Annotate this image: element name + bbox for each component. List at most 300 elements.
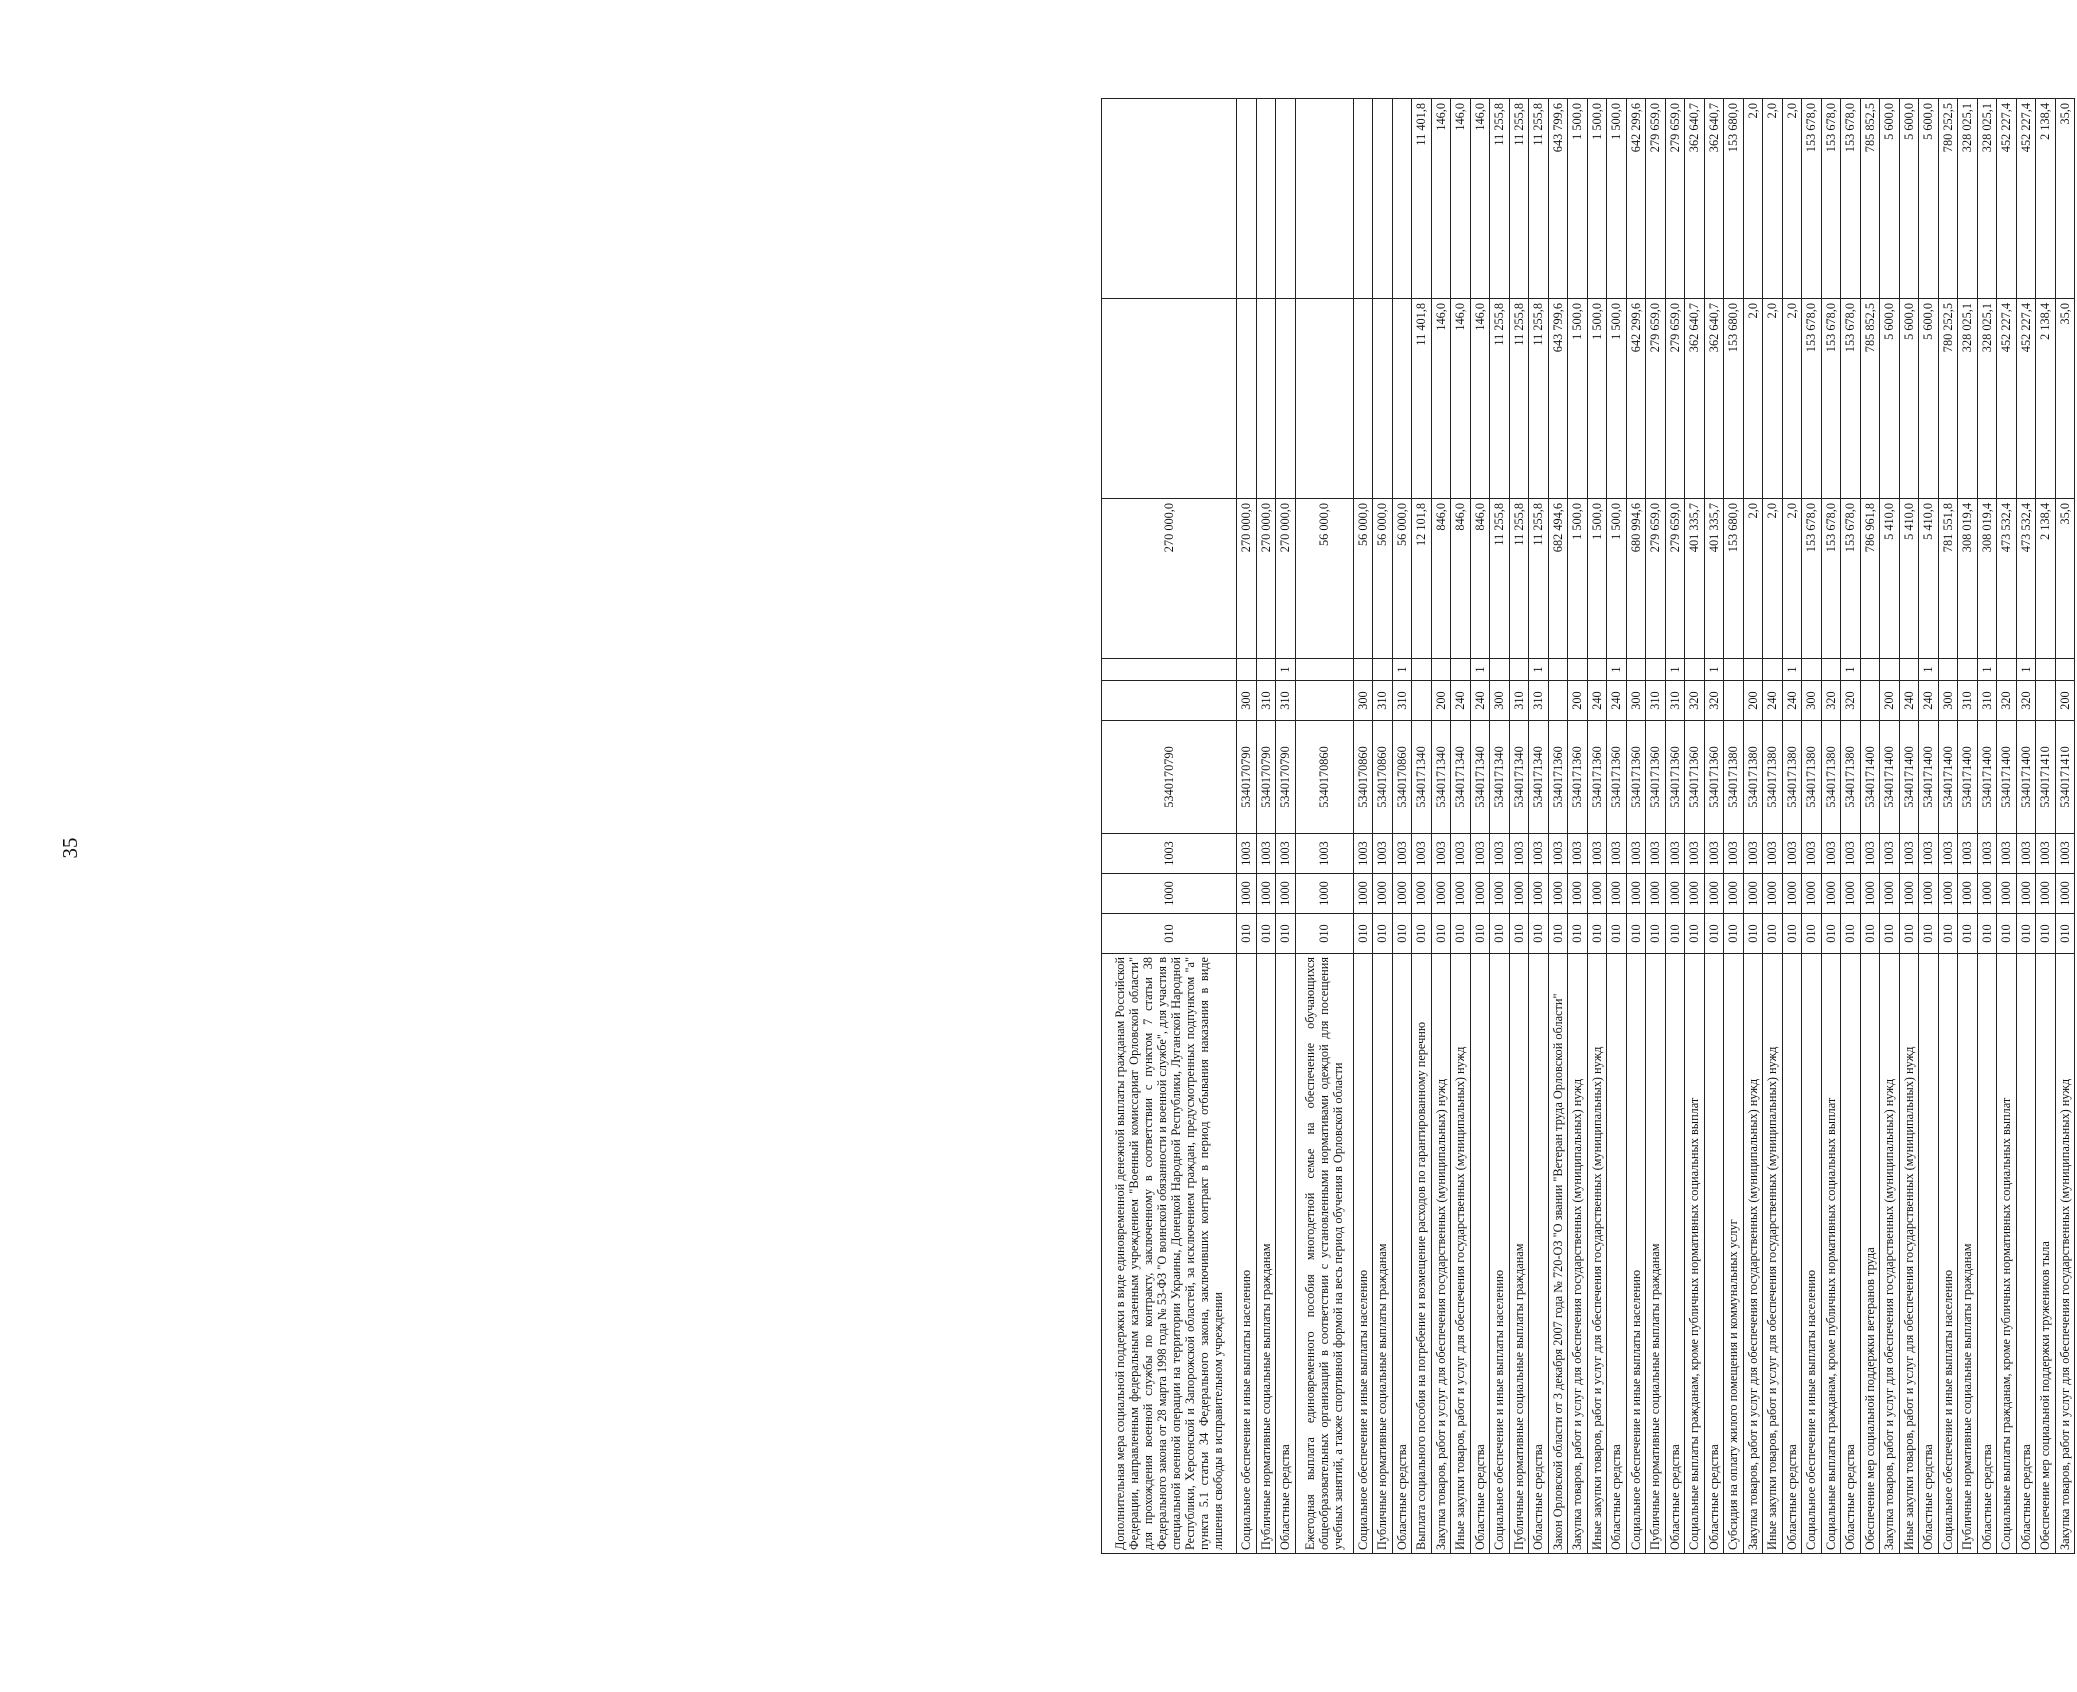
table-row [1451, 99, 1471, 1554]
amount-year-2: 362 640,7 [1704, 299, 1724, 499]
amount-year-2: 780 252,5 [1938, 299, 1958, 499]
section-code: 1000 [1548, 874, 1568, 914]
table-row [1841, 99, 1861, 1554]
admin-code: 010 [2036, 914, 2056, 954]
amount-total: 2 138,4 [2036, 499, 2056, 659]
row-description: Иные закупки товаров, работ и услуг для обеспечения государственных (муниципальных) нужд [1899, 954, 1919, 1554]
amount-year-3: 11 255,8 [1509, 99, 1529, 299]
amount-year-2: 328 025,1 [1977, 299, 1997, 499]
amount-total: 270 000,0 [1276, 499, 1296, 659]
admin-code: 010 [1353, 914, 1373, 954]
admin-code: 010 [1412, 914, 1432, 954]
amount-year-2: 153 678,0 [1802, 299, 1822, 499]
expense-type-code: 240 [1451, 681, 1471, 721]
row-description: Областные средства [1392, 954, 1412, 1554]
section-code: 1000 [1724, 874, 1744, 914]
row-description: Публичные нормативные социальные выплаты гражданам [1373, 954, 1393, 1554]
subsection-code: 1003 [1665, 834, 1685, 874]
target-code: 5340171410 [2055, 721, 2075, 834]
section-code: 1000 [1977, 874, 1997, 914]
source-mark [1724, 659, 1744, 681]
table-row [1102, 99, 1237, 1554]
amount-total: 473 532,4 [2016, 499, 2036, 659]
amount-year-3: 146,0 [1451, 99, 1471, 299]
table-body [1102, 99, 2075, 1554]
table-row [1685, 99, 1705, 1554]
subsection-code: 1003 [1626, 834, 1646, 874]
expense-type-code: 200 [1568, 681, 1588, 721]
row-description: Социальное обеспечение и иные выплаты населению [1938, 954, 1958, 1554]
source-mark [1295, 659, 1353, 681]
admin-code: 010 [1802, 914, 1822, 954]
admin-code: 010 [1685, 914, 1705, 954]
target-code: 5340171360 [1646, 721, 1666, 834]
amount-year-2: 2,0 [1782, 299, 1802, 499]
subsection-code: 1003 [1353, 834, 1373, 874]
expense-type-code: 310 [1509, 681, 1529, 721]
section-code: 1000 [1392, 874, 1412, 914]
row-description: Областные средства [1782, 954, 1802, 1554]
expense-type-code: 200 [1880, 681, 1900, 721]
subsection-code: 1003 [1646, 834, 1666, 874]
subsection-code: 1003 [1938, 834, 1958, 874]
section-code: 1000 [1431, 874, 1451, 914]
amount-year-3: 642 299,6 [1626, 99, 1646, 299]
expense-type-code: 310 [1373, 681, 1393, 721]
row-description: Публичные нормативные социальные выплаты гражданам [1646, 954, 1666, 1554]
budget-table [1101, 98, 2075, 1554]
amount-year-2: 11 255,8 [1529, 299, 1549, 499]
subsection-code: 1003 [1724, 834, 1744, 874]
target-code: 5340170860 [1353, 721, 1373, 834]
source-mark [1685, 659, 1705, 681]
amount-year-2 [1295, 299, 1353, 499]
table-row [1899, 99, 1919, 1554]
table-row [1490, 99, 1510, 1554]
table-row [1665, 99, 1685, 1554]
source-mark [1880, 659, 1900, 681]
subsection-code: 1003 [1509, 834, 1529, 874]
amount-year-3: 785 852,5 [1860, 99, 1880, 299]
row-description: Социальные выплаты гражданам, кроме публичных нормативных социальных выплат [1997, 954, 2017, 1554]
target-code: 5340171400 [1919, 721, 1939, 834]
section-code: 1000 [1821, 874, 1841, 914]
expense-type-code: 240 [1782, 681, 1802, 721]
table-row [1821, 99, 1841, 1554]
section-code: 1000 [1743, 874, 1763, 914]
subsection-code: 1003 [1763, 834, 1783, 874]
amount-year-2: 5 600,0 [1919, 299, 1939, 499]
table-row [1509, 99, 1529, 1554]
section-code: 1000 [1295, 874, 1353, 914]
amount-year-3: 146,0 [1470, 99, 1490, 299]
amount-year-3: 452 227,4 [2016, 99, 2036, 299]
amount-year-3: 153 678,0 [1821, 99, 1841, 299]
table-row [2055, 99, 2075, 1554]
row-description: Закупка товаров, работ и услуг для обеспечения государственных (муниципальных) нужд [1431, 954, 1451, 1554]
expense-type-code: 320 [1841, 681, 1861, 721]
target-code: 5340171400 [1880, 721, 1900, 834]
subsection-code: 1003 [1860, 834, 1880, 874]
amount-year-2: 785 852,5 [1860, 299, 1880, 499]
admin-code: 010 [1763, 914, 1783, 954]
row-description: Обеспечение мер социальной поддержки ветеранов труда [1860, 954, 1880, 1554]
source-mark [1102, 659, 1237, 681]
target-code: 5340171400 [1977, 721, 1997, 834]
expense-type-code [1860, 681, 1880, 721]
page-number: 35 [58, 837, 82, 859]
source-mark: 1 [1529, 659, 1549, 681]
amount-year-3: 643 799,6 [1548, 99, 1568, 299]
source-mark: 1 [1782, 659, 1802, 681]
subsection-code: 1003 [1841, 834, 1861, 874]
admin-code: 010 [1743, 914, 1763, 954]
amount-total: 279 659,0 [1646, 499, 1666, 659]
source-mark [1802, 659, 1822, 681]
amount-year-2 [1102, 299, 1237, 499]
target-code: 5340171360 [1626, 721, 1646, 834]
source-mark: 1 [1392, 659, 1412, 681]
row-description: Иные закупки товаров, работ и услуг для обеспечения государственных (муниципальных) нужд [1763, 954, 1783, 1554]
amount-total: 153 678,0 [1841, 499, 1861, 659]
expense-type-code: 240 [1919, 681, 1939, 721]
admin-code: 010 [1431, 914, 1451, 954]
section-code: 1000 [1763, 874, 1783, 914]
section-code: 1000 [1665, 874, 1685, 914]
amount-total: 401 335,7 [1704, 499, 1724, 659]
amount-year-3: 153 678,0 [1802, 99, 1822, 299]
admin-code: 010 [1451, 914, 1471, 954]
row-description: Социальное обеспечение и иные выплаты населению [1490, 954, 1510, 1554]
table-row [1626, 99, 1646, 1554]
subsection-code: 1003 [1802, 834, 1822, 874]
expense-type-code: 310 [1977, 681, 1997, 721]
admin-code: 010 [1665, 914, 1685, 954]
amount-year-3: 5 600,0 [1899, 99, 1919, 299]
amount-year-2 [1392, 299, 1412, 499]
table-row [1431, 99, 1451, 1554]
amount-year-3: 5 600,0 [1880, 99, 1900, 299]
amount-total: 1 500,0 [1568, 499, 1588, 659]
expense-type-code: 320 [1685, 681, 1705, 721]
amount-total: 680 994,6 [1626, 499, 1646, 659]
admin-code: 010 [1782, 914, 1802, 954]
target-code: 5340171340 [1451, 721, 1471, 834]
table-row [1919, 99, 1939, 1554]
expense-type-code: 320 [1704, 681, 1724, 721]
row-description: Областные средства [1276, 954, 1296, 1554]
admin-code: 010 [1509, 914, 1529, 954]
table-row [1958, 99, 1978, 1554]
target-code: 5340171380 [1821, 721, 1841, 834]
admin-code: 010 [1607, 914, 1627, 954]
target-code: 5340171340 [1470, 721, 1490, 834]
target-code: 5340171360 [1607, 721, 1627, 834]
source-mark [1860, 659, 1880, 681]
admin-code: 010 [1568, 914, 1588, 954]
admin-code: 010 [1919, 914, 1939, 954]
subsection-code: 1003 [1470, 834, 1490, 874]
expense-type-code [2036, 681, 2056, 721]
subsection-code: 1003 [1899, 834, 1919, 874]
subsection-code: 1003 [1919, 834, 1939, 874]
source-mark: 1 [1276, 659, 1296, 681]
source-mark [1743, 659, 1763, 681]
table-row [1860, 99, 1880, 1554]
source-mark [1431, 659, 1451, 681]
admin-code: 010 [1373, 914, 1393, 954]
amount-year-3: 11 255,8 [1529, 99, 1549, 299]
table-row [1607, 99, 1627, 1554]
row-description: Областные средства [1704, 954, 1724, 1554]
expense-type-code [1295, 681, 1353, 721]
amount-total: 270 000,0 [1256, 499, 1276, 659]
expense-type-code: 300 [1938, 681, 1958, 721]
amount-year-3: 11 255,8 [1490, 99, 1510, 299]
source-mark: 1 [1841, 659, 1861, 681]
expense-type-code: 300 [1626, 681, 1646, 721]
amount-year-2: 35,0 [2055, 299, 2075, 499]
source-mark [1646, 659, 1666, 681]
amount-year-3: 362 640,7 [1685, 99, 1705, 299]
amount-total: 473 532,4 [1997, 499, 2017, 659]
row-description: Областные средства [1841, 954, 1861, 1554]
target-code: 5340171360 [1704, 721, 1724, 834]
table-row [1256, 99, 1276, 1554]
source-mark [1353, 659, 1373, 681]
amount-total: 1 500,0 [1607, 499, 1627, 659]
table-row [1743, 99, 1763, 1554]
row-description: Социальные выплаты гражданам, кроме публичных нормативных социальных выплат [1685, 954, 1705, 1554]
amount-total: 846,0 [1451, 499, 1471, 659]
subsection-code: 1003 [1958, 834, 1978, 874]
expense-type-code: 240 [1763, 681, 1783, 721]
amount-year-2: 362 640,7 [1685, 299, 1705, 499]
amount-year-3 [1256, 99, 1276, 299]
expense-type-code: 310 [1958, 681, 1978, 721]
admin-code: 010 [1490, 914, 1510, 954]
amount-year-3 [1237, 99, 1257, 299]
subsection-code: 1003 [1490, 834, 1510, 874]
section-code: 1000 [1626, 874, 1646, 914]
amount-year-2: 153 678,0 [1821, 299, 1841, 499]
amount-total: 786 961,8 [1860, 499, 1880, 659]
expense-type-code: 310 [1665, 681, 1685, 721]
amount-year-3: 153 680,0 [1724, 99, 1744, 299]
amount-total: 846,0 [1431, 499, 1451, 659]
section-code: 1000 [1841, 874, 1861, 914]
target-code: 5340171400 [2016, 721, 2036, 834]
target-code: 5340171340 [1412, 721, 1432, 834]
admin-code: 010 [2055, 914, 2075, 954]
expense-type-code: 300 [1353, 681, 1373, 721]
section-code: 1000 [1782, 874, 1802, 914]
source-mark [1763, 659, 1783, 681]
row-description: Выплата социального пособия на погребение и возмещение расходов по гарантированному перечню [1412, 954, 1432, 1554]
source-mark: 1 [1704, 659, 1724, 681]
section-code: 1000 [1412, 874, 1432, 914]
expense-type-code [1412, 681, 1432, 721]
amount-total: 56 000,0 [1373, 499, 1393, 659]
amount-total: 401 335,7 [1685, 499, 1705, 659]
admin-code: 010 [2016, 914, 2036, 954]
amount-year-2: 11 401,8 [1412, 299, 1432, 499]
subsection-code: 1003 [2055, 834, 2075, 874]
source-mark [1626, 659, 1646, 681]
admin-code: 010 [1548, 914, 1568, 954]
subsection-code: 1003 [1102, 834, 1237, 874]
admin-code: 010 [1470, 914, 1490, 954]
amount-year-3: 5 600,0 [1919, 99, 1939, 299]
target-code: 5340170860 [1373, 721, 1393, 834]
table-row [1470, 99, 1490, 1554]
amount-year-2: 1 500,0 [1587, 299, 1607, 499]
table-row [2036, 99, 2056, 1554]
amount-year-2 [1353, 299, 1373, 499]
amount-year-2: 5 600,0 [1880, 299, 1900, 499]
expense-type-code: 240 [1607, 681, 1627, 721]
row-description: Публичные нормативные социальные выплаты гражданам [1509, 954, 1529, 1554]
amount-total: 153 680,0 [1724, 499, 1744, 659]
admin-code: 010 [1880, 914, 1900, 954]
admin-code: 010 [1295, 914, 1353, 954]
source-mark [1958, 659, 1978, 681]
amount-year-3: 328 025,1 [1958, 99, 1978, 299]
expense-type-code: 200 [1743, 681, 1763, 721]
table-row [1529, 99, 1549, 1554]
amount-year-3: 2 138,4 [2036, 99, 2056, 299]
admin-code: 010 [1237, 914, 1257, 954]
section-code: 1000 [1509, 874, 1529, 914]
source-mark: 1 [2016, 659, 2036, 681]
admin-code: 010 [1821, 914, 1841, 954]
admin-code: 010 [1704, 914, 1724, 954]
expense-type-code: 310 [1646, 681, 1666, 721]
row-description: Закупка товаров, работ и услуг для обеспечения государственных (муниципальных) нужд [1880, 954, 1900, 1554]
amount-year-2: 146,0 [1431, 299, 1451, 499]
subsection-code: 1003 [1743, 834, 1763, 874]
row-description: Дополнительная мера социальной поддержки в виде единовременной денежной выплаты гражданам Российской Федерации, направленным федеральным казенным учреждением "Военный комиссариат Орловской области" для прохождения военной службы по контракту, заключенному в соответствии с пунктом 7 статьи 38 Федерального закона от 28 марта 1998 года № 53-ФЗ "О воинской обязанности и военной службе", для участия в специальной военной операции на территории Украины, Донецкой Народной Республики, Луганской Народной Республики, Херсонской и Запорожской областей, за исключением граждан, предусмотренных подпунктом "а" пункта 5.1 статьи 34 Федерального закона, заключивших контракт в период отбывания наказания в виде лишения свободы в исправительном учреждении [1102, 954, 1237, 1554]
table-row [1276, 99, 1296, 1554]
amount-total: 2,0 [1743, 499, 1763, 659]
amount-year-2: 11 255,8 [1509, 299, 1529, 499]
amount-year-2: 2,0 [1743, 299, 1763, 499]
subsection-code: 1003 [1568, 834, 1588, 874]
row-description: Областные средства [1607, 954, 1627, 1554]
amount-year-3: 2,0 [1743, 99, 1763, 299]
table-row [1938, 99, 1958, 1554]
admin-code: 010 [1256, 914, 1276, 954]
amount-year-3: 153 678,0 [1841, 99, 1861, 299]
amount-year-2: 1 500,0 [1607, 299, 1627, 499]
section-code: 1000 [2016, 874, 2036, 914]
source-mark [1899, 659, 1919, 681]
expense-type-code: 240 [1899, 681, 1919, 721]
amount-year-2: 642 299,6 [1626, 299, 1646, 499]
target-code: 5340171360 [1568, 721, 1588, 834]
amount-year-3 [1102, 99, 1237, 299]
subsection-code: 1003 [2036, 834, 2056, 874]
section-code: 1000 [1802, 874, 1822, 914]
amount-year-3: 328 025,1 [1977, 99, 1997, 299]
admin-code: 010 [1958, 914, 1978, 954]
row-description: Областные средства [2016, 954, 2036, 1554]
amount-total: 11 255,8 [1509, 499, 1529, 659]
source-mark [1568, 659, 1588, 681]
table-row [1802, 99, 1822, 1554]
section-code: 1000 [1880, 874, 1900, 914]
section-code: 1000 [1353, 874, 1373, 914]
amount-total: 35,0 [2055, 499, 2075, 659]
expense-type-code: 200 [2055, 681, 2075, 721]
row-description: Областные средства [1665, 954, 1685, 1554]
section-code: 1000 [1568, 874, 1588, 914]
amount-year-2: 643 799,6 [1548, 299, 1568, 499]
amount-total: 1 500,0 [1587, 499, 1607, 659]
amount-total: 308 019,4 [1958, 499, 1978, 659]
subsection-code: 1003 [1704, 834, 1724, 874]
target-code: 5340171340 [1529, 721, 1549, 834]
row-description: Социальное обеспечение и иные выплаты населению [1802, 954, 1822, 1554]
expense-type-code: 310 [1256, 681, 1276, 721]
target-code: 5340170860 [1295, 721, 1353, 834]
source-mark: 1 [1919, 659, 1939, 681]
target-code: 5340171410 [2036, 721, 2056, 834]
source-mark: 1 [1607, 659, 1627, 681]
amount-year-3: 452 227,4 [1997, 99, 2017, 299]
amount-total: 846,0 [1470, 499, 1490, 659]
subsection-code: 1003 [1548, 834, 1568, 874]
amount-total: 781 551,8 [1938, 499, 1958, 659]
subsection-code: 1003 [2016, 834, 2036, 874]
expense-type-code: 310 [1276, 681, 1296, 721]
row-description: Социальное обеспечение и иные выплаты населению [1237, 954, 1257, 1554]
amount-total: 5 410,0 [1899, 499, 1919, 659]
target-code: 5340171380 [1782, 721, 1802, 834]
row-description: Иные закупки товаров, работ и услуг для обеспечения государственных (муниципальных) нужд [1451, 954, 1471, 1554]
source-mark: 1 [1665, 659, 1685, 681]
amount-year-3: 146,0 [1431, 99, 1451, 299]
subsection-code: 1003 [1412, 834, 1432, 874]
source-mark [1237, 659, 1257, 681]
subsection-code: 1003 [1237, 834, 1257, 874]
subsection-code: 1003 [1373, 834, 1393, 874]
row-description: Социальное обеспечение и иные выплаты населению [1353, 954, 1373, 1554]
section-code: 1000 [1704, 874, 1724, 914]
amount-year-2: 279 659,0 [1665, 299, 1685, 499]
row-description: Областные средства [1977, 954, 1997, 1554]
expense-type-code: 200 [1431, 681, 1451, 721]
amount-total: 56 000,0 [1392, 499, 1412, 659]
amount-total: 153 678,0 [1802, 499, 1822, 659]
section-code: 1000 [1938, 874, 1958, 914]
admin-code: 010 [1841, 914, 1861, 954]
amount-total: 5 410,0 [1919, 499, 1939, 659]
expense-type-code: 310 [1392, 681, 1412, 721]
target-code: 5340171380 [1802, 721, 1822, 834]
target-code: 5340171380 [1763, 721, 1783, 834]
amount-year-3: 362 640,7 [1704, 99, 1724, 299]
amount-total: 11 255,8 [1490, 499, 1510, 659]
row-description: Иные закупки товаров, работ и услуг для обеспечения государственных (муниципальных) нужд [1587, 954, 1607, 1554]
source-mark [2036, 659, 2056, 681]
subsection-code: 1003 [1997, 834, 2017, 874]
amount-total: 2,0 [1782, 499, 1802, 659]
rotated-page [1101, 99, 2077, 1554]
target-code: 5340171400 [1899, 721, 1919, 834]
table-row [1646, 99, 1666, 1554]
subsection-code: 1003 [1821, 834, 1841, 874]
